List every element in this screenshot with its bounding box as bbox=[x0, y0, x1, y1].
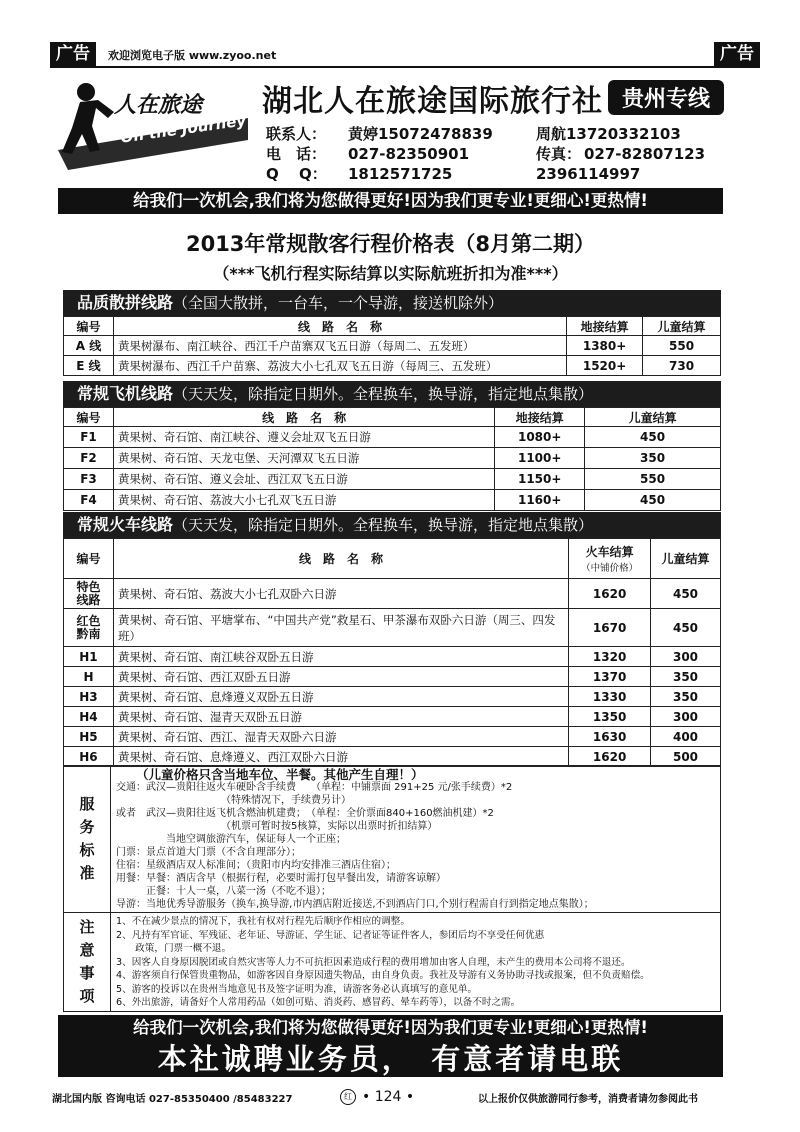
route-name: 黄果树、奇石馆、南江峡谷双卧五日游 bbox=[113, 647, 568, 667]
route-name: 黄果树、奇石馆、西江双卧五日游 bbox=[113, 667, 568, 687]
contact-row-2 bbox=[266, 144, 705, 164]
child-price: 450 bbox=[585, 490, 721, 511]
contact-value[interactable]: 1812571725 bbox=[348, 165, 453, 183]
service-line: 或者 武汉—贵阳往返飞机含燃油机建费； （单程：全价票面840+160燃油机建）*2 bbox=[116, 808, 494, 819]
route-code: H bbox=[64, 667, 114, 687]
note-line: 5、游客的投诉以在贵州当地意见书及签字证明为准，请游客务必认真填写的意见单。 bbox=[116, 983, 478, 995]
col-header-sub: （中铺价格） bbox=[581, 563, 639, 574]
note-line: 政策，门票一概不退。 bbox=[116, 943, 232, 954]
col-header bbox=[569, 539, 651, 579]
contact-row-1 bbox=[266, 124, 681, 144]
section-train-header bbox=[63, 512, 721, 538]
logo bbox=[58, 78, 248, 170]
slogan-banner: 给我们一次机会,我们将为您做得更好!因为我们更专业!更细心!更热情! bbox=[58, 188, 723, 214]
service-heading: （儿童价格只含当地车位、半餐。其他产生自理！） bbox=[136, 767, 424, 782]
side-char: 准 bbox=[79, 864, 95, 882]
contact-label: 联系人： bbox=[266, 125, 327, 143]
table-row[interactable] bbox=[64, 707, 721, 727]
recruit-banner: 本社诚聘业务员， 有意者请电联 bbox=[58, 1041, 723, 1077]
service-line: 正餐：十人一桌，八菜一汤（不吃不退）； bbox=[116, 886, 331, 897]
service-line: 交通：武汉—贵阳往返火车硬卧含手续费 （单程：中铺票面 291+25 元/张手续费）*2 bbox=[116, 782, 513, 793]
route-name: 黄果树、奇石馆、荔波大小七孔双飞五日游 bbox=[113, 490, 494, 511]
route-name: 黄果树、奇石馆、遵义会址、西江双飞五日游 bbox=[113, 469, 494, 490]
contact-label: Q Q： bbox=[266, 165, 327, 183]
note-line: 3、因客人自身原因脱团或自然灾害等人力不可抗拒因素造成行程的费用增加由客人自理，未产生的费用本公司将不退还。 bbox=[116, 956, 631, 968]
table-row[interactable] bbox=[64, 687, 721, 707]
notes-body bbox=[116, 915, 716, 1010]
route-name: 黄果树、奇石馆、息烽遵义双卧五日游 bbox=[113, 687, 568, 707]
section-title: 常规飞机线路 bbox=[77, 384, 174, 403]
page-title: 2013年常规散客行程价格表（8月第二期） bbox=[185, 232, 596, 256]
route-price: 1160+ bbox=[495, 490, 585, 511]
route-name: 黄果树、奇石馆、平塘掌布、“中国共产党”救星石、甲茶瀑布双卧六日游（周三、四发班） bbox=[113, 609, 568, 647]
service-line: （机票可暂时按5核算，实际以出票时折扣结算） bbox=[116, 821, 438, 832]
header-divider bbox=[50, 66, 760, 68]
section-title: 常规火车线路 bbox=[77, 515, 174, 534]
table-row[interactable] bbox=[64, 427, 721, 448]
service-line: 住宿：星级酒店双人标准间；（贵阳市内均安排准三酒店住宿）； bbox=[116, 860, 396, 871]
route-code: H3 bbox=[64, 687, 114, 707]
footer-left: 湖北国内版 咨询电话 027-85350400 /85483227 bbox=[52, 1094, 293, 1105]
route-name: 黄果树、奇石馆、天龙屯堡、天河潭双飞五日游 bbox=[113, 448, 494, 469]
service-line: 用餐：早餐：酒店含早（根据行程，必要时需打包早餐出发，请游客谅解） bbox=[116, 873, 446, 884]
route-code: H6 bbox=[64, 747, 114, 767]
service-line: 门票：景点首道大门票（不含自理部分）； bbox=[116, 847, 301, 858]
route-code: 特色线路 bbox=[64, 579, 114, 609]
child-price: 730 bbox=[643, 356, 721, 376]
child-price: 300 bbox=[651, 707, 721, 727]
table-row[interactable] bbox=[64, 469, 721, 490]
contact-value[interactable]: 周航13720332103 bbox=[536, 125, 681, 143]
line-badge: 贵州专线 bbox=[608, 80, 724, 115]
route-code: H4 bbox=[64, 707, 114, 727]
route-name: 黄果树、奇石馆、西江、湿青天双卧六日游 bbox=[113, 727, 568, 747]
child-price: 300 bbox=[651, 647, 721, 667]
table-row[interactable] bbox=[64, 336, 721, 356]
slogan-banner-bottom: 给我们一次机会,我们将为您做得更好!因为我们更专业!更细心!更热情! bbox=[58, 1015, 723, 1041]
route-price: 1330 bbox=[569, 687, 651, 707]
child-price: 550 bbox=[585, 469, 721, 490]
col-header: 线 路 名 称 bbox=[113, 539, 568, 579]
side-char: 标 bbox=[79, 841, 95, 859]
child-price: 550 bbox=[643, 336, 721, 356]
company-name: 湖北人在旅途国际旅行社 bbox=[262, 84, 603, 119]
route-name: 黄果树瀑布、南江峡谷、西江千户苗寨双飞五日游（每周二、五发班） bbox=[113, 336, 566, 356]
table-row[interactable] bbox=[64, 448, 721, 469]
service-standards bbox=[63, 765, 721, 913]
child-price: 450 bbox=[585, 427, 721, 448]
route-name: 黄果树瀑布、西江千户苗寨、荔波大小七孔双飞五日游（每周三、五发班） bbox=[113, 356, 566, 376]
quality-routes-table bbox=[63, 316, 721, 376]
child-price: 400 bbox=[651, 727, 721, 747]
col-header: 编号 bbox=[64, 539, 114, 579]
site-text[interactable]: 欢迎浏览电子版 www.zyoo.net bbox=[108, 49, 277, 62]
contact-label: 传真： bbox=[536, 145, 582, 163]
route-price: 1100+ bbox=[495, 448, 585, 469]
col-header: 儿童结算 bbox=[643, 317, 721, 336]
route-name: 黄果树、奇石馆、湿青天双卧五日游 bbox=[113, 707, 568, 727]
note-line: 1、不在减少景点的情况下，我社有权对行程先后顺序作相应的调整。 bbox=[116, 916, 410, 927]
route-price: 1520+ bbox=[567, 356, 643, 376]
route-price: 1350 bbox=[569, 707, 651, 727]
route-code: E 线 bbox=[64, 356, 114, 376]
page-number-text: • 124 • bbox=[362, 1089, 415, 1105]
notes-section bbox=[63, 912, 721, 1012]
route-price: 1620 bbox=[569, 579, 651, 609]
service-side-label bbox=[64, 766, 111, 912]
footer-right: 以上报价仅供旅游同行参考，消费者请勿参阅此书 bbox=[478, 1094, 698, 1105]
route-code: 红色黔南 bbox=[64, 609, 114, 647]
contact-value[interactable]: 027-82807123 bbox=[584, 145, 706, 163]
side-char: 服 bbox=[79, 795, 95, 813]
col-header: 儿童结算 bbox=[651, 539, 721, 579]
route-name: 黄果树、奇石馆、息烽遵义、西江双卧六日游 bbox=[113, 747, 568, 767]
route-price: 1380+ bbox=[567, 336, 643, 356]
col-header: 儿童结算 bbox=[585, 408, 721, 427]
child-price: 350 bbox=[651, 687, 721, 707]
col-header: 地接结算 bbox=[567, 317, 643, 336]
section-note: （全国大散拼，一台车，一个导游，接送机除外） bbox=[173, 294, 504, 312]
child-price: 350 bbox=[651, 667, 721, 687]
section-flight-header bbox=[63, 381, 721, 407]
table-row[interactable] bbox=[64, 747, 721, 767]
route-code: F4 bbox=[64, 490, 114, 511]
table-row[interactable] bbox=[64, 667, 721, 687]
route-price: 1620 bbox=[569, 747, 651, 767]
ad-label-left: 广告 bbox=[50, 42, 96, 66]
route-price: 1670 bbox=[569, 609, 651, 647]
logo-en: On the Journey bbox=[119, 111, 248, 147]
page-badge-icon: 红 bbox=[340, 1089, 356, 1105]
route-code: F1 bbox=[64, 427, 114, 448]
child-price: 500 bbox=[651, 747, 721, 767]
page-number bbox=[340, 1089, 414, 1105]
contact-value[interactable]: 黄婷15072478839 bbox=[348, 125, 493, 143]
section-quality-header bbox=[63, 290, 721, 316]
notes-side-label bbox=[64, 913, 111, 1011]
logo-cn: 人在旅途 bbox=[114, 93, 203, 118]
side-char: 意 bbox=[79, 941, 95, 959]
note-line: 6、外出旅游，请备好个人常用药品（如创可贴、消炎药、感冒药、晕车药等），以备不时之需。 bbox=[116, 997, 521, 1008]
flight-routes-table bbox=[63, 407, 721, 511]
note-line: 4、游客须自行保管贵重物品，如游客因自身原因遗失物品，由自身负责。我社及导游有义务协助寻找或报案，但不负责赔偿。 bbox=[116, 970, 650, 981]
side-char: 注 bbox=[79, 918, 95, 936]
child-price: 450 bbox=[651, 579, 721, 609]
table-row[interactable] bbox=[64, 490, 721, 511]
col-header: 线 路 名 称 bbox=[113, 408, 494, 427]
col-header: 编号 bbox=[64, 408, 114, 427]
route-price: 1630 bbox=[569, 727, 651, 747]
table-row[interactable] bbox=[64, 727, 721, 747]
child-price: 350 bbox=[585, 448, 721, 469]
route-price: 1320 bbox=[569, 647, 651, 667]
route-price: 1370 bbox=[569, 667, 651, 687]
section-title: 品质散拼线路 bbox=[77, 293, 174, 312]
col-header: 地接结算 bbox=[495, 408, 585, 427]
table-row[interactable] bbox=[64, 647, 721, 667]
service-line: 导游：当地优秀导游服务（换车,换导游,市内酒店附近接送,不到酒店门口,个别行程需自行到指定地点集散）； bbox=[116, 899, 594, 910]
page-subtitle: （***飞机行程实际结算以实际航班折扣为准***） bbox=[213, 264, 568, 283]
contact-row-3 bbox=[266, 164, 640, 184]
service-body bbox=[116, 768, 716, 911]
col-header: 编号 bbox=[64, 317, 114, 336]
route-price: 1080+ bbox=[495, 427, 585, 448]
col-header-main: 火车结算 bbox=[585, 545, 634, 559]
route-code: A 线 bbox=[64, 336, 114, 356]
route-code: F3 bbox=[64, 469, 114, 490]
contact-value[interactable]: 2396114997 bbox=[536, 165, 641, 183]
col-header: 线 路 名 称 bbox=[113, 317, 566, 336]
table-row[interactable] bbox=[64, 356, 721, 376]
route-name: 黄果树、奇石馆、南江峡谷、遵义会址双飞五日游 bbox=[113, 427, 494, 448]
side-char: 项 bbox=[79, 987, 95, 1005]
child-price: 450 bbox=[651, 609, 721, 647]
section-note: （天天发，除指定日期外。全程换车，换导游，指定地点集散） bbox=[173, 385, 594, 403]
contact-label: 电 话： bbox=[266, 145, 327, 163]
route-name: 黄果树、奇石馆、荔波大小七孔双卧六日游 bbox=[113, 579, 568, 609]
contact-value[interactable]: 027-82350901 bbox=[348, 145, 470, 163]
route-code: H1 bbox=[64, 647, 114, 667]
section-note: （天天发，除指定日期外。全程换车，换导游，指定地点集散） bbox=[173, 516, 594, 534]
ad-label-right: 广告 bbox=[714, 42, 760, 66]
service-line: 当地空调旅游汽车，保证每人一个正座； bbox=[116, 834, 346, 845]
service-line: （特殊情况下，手续费另计） bbox=[116, 795, 351, 806]
train-routes-table bbox=[63, 538, 721, 767]
route-code: F2 bbox=[64, 448, 114, 469]
side-char: 务 bbox=[79, 818, 95, 836]
route-code: H5 bbox=[64, 727, 114, 747]
side-char: 事 bbox=[79, 964, 95, 982]
route-price: 1150+ bbox=[495, 469, 585, 490]
note-line: 2、凡持有军官证、军残证、老年证、导游证、学生证、记者证等证件客人，参团后均不享受任何优惠 bbox=[116, 929, 545, 941]
table-row[interactable] bbox=[64, 579, 721, 609]
table-row[interactable] bbox=[64, 609, 721, 647]
